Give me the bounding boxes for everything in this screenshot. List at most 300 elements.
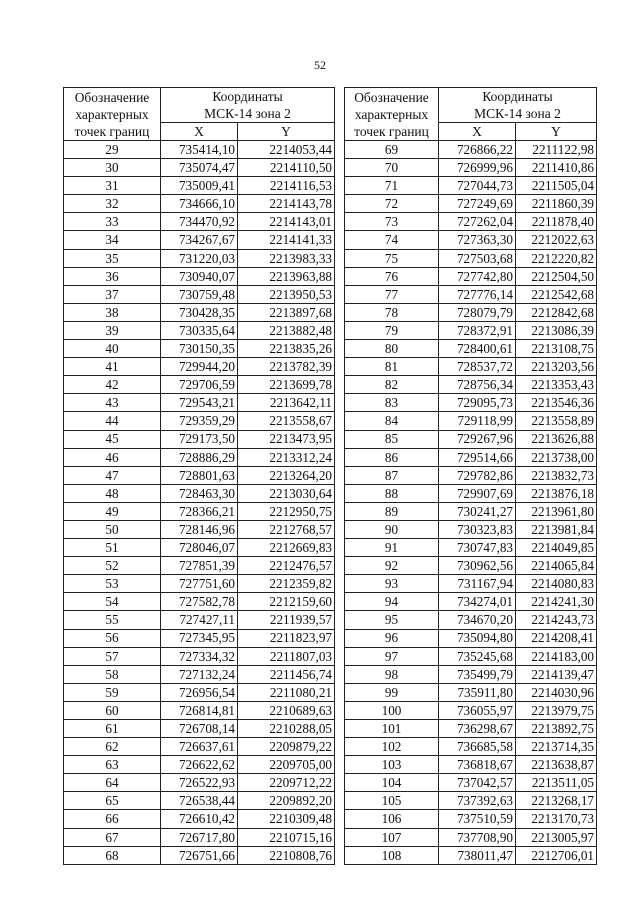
- point-number-cell: 107: [345, 828, 439, 846]
- y-coordinate-cell: 2211860,39: [516, 195, 597, 213]
- point-number-cell: 45: [64, 430, 161, 448]
- table-row: [345, 846, 597, 864]
- table-row: [64, 321, 335, 339]
- coordinates-header-line2: МСК-14 зона 2: [474, 106, 561, 121]
- table-row: [64, 466, 335, 484]
- table-row: [64, 665, 335, 683]
- x-coordinate-cell: 735499,79: [439, 665, 516, 683]
- point-number-cell: 39: [64, 321, 161, 339]
- coordinates-header-line1: Координаты: [212, 89, 283, 104]
- table-row: [345, 701, 597, 719]
- table-row: [64, 774, 335, 792]
- y-coordinate-cell: 2212504,50: [516, 267, 597, 285]
- y-coordinate-cell: 2214110,50: [238, 159, 335, 177]
- y-coordinate-cell: 2211807,03: [238, 647, 335, 665]
- y-coordinate-cell: 2214143,01: [238, 213, 335, 231]
- point-number-cell: 70: [345, 159, 439, 177]
- x-coordinate-cell: 727249,69: [439, 195, 516, 213]
- table-row: [64, 539, 335, 557]
- y-coordinate-cell: 2213108,75: [516, 340, 597, 358]
- point-number-cell: 36: [64, 267, 161, 285]
- y-coordinate-cell: 2214143,78: [238, 195, 335, 213]
- x-coordinate-cell: 728372,91: [439, 321, 516, 339]
- table-row: [345, 466, 597, 484]
- x-coordinate-cell: 734670,20: [439, 611, 516, 629]
- x-coordinate-cell: 735009,41: [161, 177, 238, 195]
- y-coordinate-cell: 2214241,30: [516, 593, 597, 611]
- y-coordinate-cell: 2213005,97: [516, 828, 597, 846]
- y-coordinate-cell: 2213897,68: [238, 303, 335, 321]
- table-row: [345, 159, 597, 177]
- x-coordinate-cell: 727262,04: [439, 213, 516, 231]
- x-coordinate-cell: 727851,39: [161, 557, 238, 575]
- x-coordinate-cell: 728366,21: [161, 502, 238, 520]
- y-coordinate-cell: 2212706,01: [516, 846, 597, 864]
- point-number-cell: 32: [64, 195, 161, 213]
- table-row: [64, 231, 335, 249]
- y-coordinate-cell: 2209892,20: [238, 792, 335, 810]
- point-number-cell: 34: [64, 231, 161, 249]
- x-coordinate-cell: 734267,67: [161, 231, 238, 249]
- x-coordinate-cell: 726708,14: [161, 720, 238, 738]
- x-coordinate-cell: 726956,54: [161, 683, 238, 701]
- x-coordinate-cell: 728146,96: [161, 520, 238, 538]
- point-number-cell: 79: [345, 321, 439, 339]
- y-coordinate-cell: 2214141,33: [238, 231, 335, 249]
- y-coordinate-cell: 2213558,89: [516, 412, 597, 430]
- point-number-cell: 94: [345, 593, 439, 611]
- x-coordinate-cell: 737510,59: [439, 810, 516, 828]
- point-number-cell: 95: [345, 611, 439, 629]
- table-row: [345, 213, 597, 231]
- x-coordinate-cell: 730335,64: [161, 321, 238, 339]
- point-number-cell: 48: [64, 484, 161, 502]
- table-row: [64, 484, 335, 502]
- x-coordinate-cell: 735911,80: [439, 683, 516, 701]
- y-coordinate-cell: 2213626,88: [516, 430, 597, 448]
- designation-header: [345, 88, 439, 141]
- point-number-cell: 71: [345, 177, 439, 195]
- x-coordinate-cell: 734666,10: [161, 195, 238, 213]
- table-row: [64, 593, 335, 611]
- y-coordinate-cell: 2212768,57: [238, 520, 335, 538]
- x-coordinate-cell: 730940,07: [161, 267, 238, 285]
- y-coordinate-cell: 2214183,00: [516, 647, 597, 665]
- y-coordinate-cell: 2213981,84: [516, 520, 597, 538]
- table-row: [345, 376, 597, 394]
- x-coordinate-cell: 727334,32: [161, 647, 238, 665]
- table-row: [64, 701, 335, 719]
- x-coordinate-cell: 736055,97: [439, 701, 516, 719]
- point-number-cell: 99: [345, 683, 439, 701]
- y-coordinate-cell: 2213170,73: [516, 810, 597, 828]
- y-coordinate-cell: 2212542,68: [516, 285, 597, 303]
- x-coordinate-cell: 730428,35: [161, 303, 238, 321]
- point-number-cell: 72: [345, 195, 439, 213]
- y-coordinate-cell: 2211823,97: [238, 629, 335, 647]
- y-coordinate-cell: 2213511,05: [516, 774, 597, 792]
- point-number-cell: 97: [345, 647, 439, 665]
- table-row: [345, 502, 597, 520]
- x-coordinate-cell: 734274,01: [439, 593, 516, 611]
- coordinates-header: [439, 88, 597, 123]
- x-coordinate-cell: 731167,94: [439, 575, 516, 593]
- table-row: [64, 846, 335, 864]
- point-number-cell: 63: [64, 756, 161, 774]
- point-number-cell: 88: [345, 484, 439, 502]
- y-coordinate-cell: 2211080,21: [238, 683, 335, 701]
- x-coordinate-cell: 736685,58: [439, 738, 516, 756]
- table-row: [64, 195, 335, 213]
- y-coordinate-cell: 2212159,60: [238, 593, 335, 611]
- x-coordinate-cell: 735245,68: [439, 647, 516, 665]
- table-row: [345, 448, 597, 466]
- y-coordinate-cell: 2214053,44: [238, 141, 335, 159]
- y-coordinate-cell: 2213030,64: [238, 484, 335, 502]
- x-coordinate-cell: 727582,78: [161, 593, 238, 611]
- y-coordinate-cell: 2213876,18: [516, 484, 597, 502]
- y-coordinate-cell: 2214049,85: [516, 539, 597, 557]
- coordinates-table-right: [344, 87, 597, 865]
- y-coordinate-cell: 2211456,74: [238, 665, 335, 683]
- point-number-cell: 60: [64, 701, 161, 719]
- point-number-cell: 37: [64, 285, 161, 303]
- point-number-cell: 46: [64, 448, 161, 466]
- x-coordinate-cell: 728537,72: [439, 358, 516, 376]
- y-coordinate-cell: 2210715,16: [238, 828, 335, 846]
- point-number-cell: 108: [345, 846, 439, 864]
- table-row: [345, 285, 597, 303]
- x-coordinate-cell: 726751,66: [161, 846, 238, 864]
- table-row: [64, 213, 335, 231]
- table-row: [345, 340, 597, 358]
- y-coordinate-cell: 2209705,00: [238, 756, 335, 774]
- point-number-cell: 69: [345, 141, 439, 159]
- point-number-cell: 78: [345, 303, 439, 321]
- x-coordinate-cell: 730747,83: [439, 539, 516, 557]
- table-row: [64, 430, 335, 448]
- coordinates-table-left: [63, 87, 335, 865]
- point-number-cell: 102: [345, 738, 439, 756]
- x-coordinate-cell: 727044,73: [439, 177, 516, 195]
- x-coordinate-cell: 729907,69: [439, 484, 516, 502]
- point-number-cell: 42: [64, 376, 161, 394]
- x-coordinate-cell: 735414,10: [161, 141, 238, 159]
- point-number-cell: 74: [345, 231, 439, 249]
- y-coordinate-cell: 2211122,98: [516, 141, 597, 159]
- y-coordinate-cell: 2213961,80: [516, 502, 597, 520]
- table-row: [64, 502, 335, 520]
- table-row: [64, 647, 335, 665]
- point-number-cell: 82: [345, 376, 439, 394]
- y-coordinate-cell: 2213979,75: [516, 701, 597, 719]
- x-coordinate-cell: 726866,22: [439, 141, 516, 159]
- x-coordinate-cell: 727776,14: [439, 285, 516, 303]
- point-number-cell: 76: [345, 267, 439, 285]
- y-coordinate-cell: 2211410,86: [516, 159, 597, 177]
- point-number-cell: 47: [64, 466, 161, 484]
- y-coordinate-cell: 2213546,36: [516, 394, 597, 412]
- table-row: [345, 683, 597, 701]
- table-row: [64, 159, 335, 177]
- table-row: [64, 141, 335, 159]
- x-coordinate-cell: 734470,92: [161, 213, 238, 231]
- x-coordinate-cell: 730323,83: [439, 520, 516, 538]
- y-coordinate-cell: 2214080,83: [516, 575, 597, 593]
- x-coordinate-cell: 727427,11: [161, 611, 238, 629]
- x-coordinate-cell: 737392,63: [439, 792, 516, 810]
- point-number-cell: 80: [345, 340, 439, 358]
- table-row: [345, 647, 597, 665]
- point-number-cell: 53: [64, 575, 161, 593]
- y-coordinate-cell: 2213832,73: [516, 466, 597, 484]
- y-coordinate-cell: 2214065,84: [516, 557, 597, 575]
- point-number-cell: 33: [64, 213, 161, 231]
- y-coordinate-cell: 2214243,73: [516, 611, 597, 629]
- x-coordinate-cell: 738011,47: [439, 846, 516, 864]
- x-coordinate-cell: 737708,90: [439, 828, 516, 846]
- table-row: [345, 177, 597, 195]
- x-coordinate-cell: 730759,48: [161, 285, 238, 303]
- table-row: [345, 430, 597, 448]
- table-row: [345, 539, 597, 557]
- x-coordinate-cell: 731220,03: [161, 249, 238, 267]
- point-number-cell: 81: [345, 358, 439, 376]
- point-number-cell: 91: [345, 539, 439, 557]
- point-number-cell: 61: [64, 720, 161, 738]
- x-coordinate-cell: 728756,34: [439, 376, 516, 394]
- point-number-cell: 49: [64, 502, 161, 520]
- x-coordinate-cell: 729173,50: [161, 430, 238, 448]
- table-row: [345, 195, 597, 213]
- y-coordinate-cell: 2213983,33: [238, 249, 335, 267]
- x-coordinate-cell: 726717,80: [161, 828, 238, 846]
- y-coordinate-cell: 2213892,75: [516, 720, 597, 738]
- table-row: [345, 231, 597, 249]
- x-coordinate-cell: 728886,29: [161, 448, 238, 466]
- point-number-cell: 44: [64, 412, 161, 430]
- table-row: [64, 448, 335, 466]
- table-row: [64, 177, 335, 195]
- point-number-cell: 90: [345, 520, 439, 538]
- table-row: [345, 756, 597, 774]
- x-coordinate-cell: 726814,81: [161, 701, 238, 719]
- table-row: [345, 792, 597, 810]
- table-row: [64, 557, 335, 575]
- point-number-cell: 73: [345, 213, 439, 231]
- x-coordinate-cell: 727363,30: [439, 231, 516, 249]
- x-coordinate-cell: 729706,59: [161, 376, 238, 394]
- point-number-cell: 41: [64, 358, 161, 376]
- x-coordinate-cell: 729095,73: [439, 394, 516, 412]
- table-row: [345, 358, 597, 376]
- point-number-cell: 56: [64, 629, 161, 647]
- point-number-cell: 75: [345, 249, 439, 267]
- point-number-cell: 89: [345, 502, 439, 520]
- x-coordinate-cell: 729118,99: [439, 412, 516, 430]
- point-number-cell: 52: [64, 557, 161, 575]
- point-number-cell: 55: [64, 611, 161, 629]
- y-coordinate-cell: 2213699,78: [238, 376, 335, 394]
- point-number-cell: 103: [345, 756, 439, 774]
- table-row: [345, 249, 597, 267]
- table-row: [345, 810, 597, 828]
- x-coordinate-cell: 728046,07: [161, 539, 238, 557]
- table-row: [345, 520, 597, 538]
- table-row: [64, 303, 335, 321]
- x-coordinate-cell: 726538,44: [161, 792, 238, 810]
- x-coordinate-cell: 727503,68: [439, 249, 516, 267]
- y-coordinate-cell: 2214139,47: [516, 665, 597, 683]
- x-coordinate-cell: 730962,56: [439, 557, 516, 575]
- y-coordinate-cell: 2212842,68: [516, 303, 597, 321]
- y-coordinate-cell: 2213086,39: [516, 321, 597, 339]
- point-number-cell: 68: [64, 846, 161, 864]
- x-coordinate-cell: 728079,79: [439, 303, 516, 321]
- table-row: [64, 810, 335, 828]
- point-number-cell: 62: [64, 738, 161, 756]
- y-coordinate-cell: 2213312,24: [238, 448, 335, 466]
- point-number-cell: 57: [64, 647, 161, 665]
- y-coordinate-cell: 2213268,17: [516, 792, 597, 810]
- point-number-cell: 43: [64, 394, 161, 412]
- table-body-left: [64, 141, 335, 865]
- point-number-cell: 66: [64, 810, 161, 828]
- y-coordinate-cell: 2211939,57: [238, 611, 335, 629]
- x-coordinate-cell: 729782,86: [439, 466, 516, 484]
- y-coordinate-cell: 2213264,20: [238, 466, 335, 484]
- page-number: 52: [314, 58, 326, 72]
- table-row: [345, 267, 597, 285]
- y-coordinate-cell: 2213714,35: [516, 738, 597, 756]
- y-coordinate-cell: 2210288,05: [238, 720, 335, 738]
- table-row: [345, 412, 597, 430]
- table-row: [64, 629, 335, 647]
- table-row: [64, 611, 335, 629]
- y-coordinate-cell: 2210808,76: [238, 846, 335, 864]
- table-row: [345, 738, 597, 756]
- x-coordinate-cell: 730241,27: [439, 502, 516, 520]
- point-number-cell: 93: [345, 575, 439, 593]
- column-x-header: X: [161, 123, 238, 141]
- x-coordinate-cell: 726622,62: [161, 756, 238, 774]
- coordinates-header: [161, 88, 335, 123]
- table-row: [345, 593, 597, 611]
- x-coordinate-cell: 729359,29: [161, 412, 238, 430]
- x-coordinate-cell: 728463,30: [161, 484, 238, 502]
- table-row: [64, 828, 335, 846]
- point-number-cell: 58: [64, 665, 161, 683]
- y-coordinate-cell: 2213963,88: [238, 267, 335, 285]
- point-number-cell: 105: [345, 792, 439, 810]
- table-row: [64, 376, 335, 394]
- coordinates-header-line1: Координаты: [482, 89, 553, 104]
- table-row: [64, 340, 335, 358]
- point-number-cell: 104: [345, 774, 439, 792]
- column-y-header: Y: [516, 123, 597, 141]
- point-number-cell: 96: [345, 629, 439, 647]
- table-row: [345, 774, 597, 792]
- table-row: [345, 575, 597, 593]
- column-y-header: Y: [238, 123, 335, 141]
- x-coordinate-cell: 728400,61: [439, 340, 516, 358]
- coordinates-header-line2: МСК-14 зона 2: [204, 106, 291, 121]
- y-coordinate-cell: 2209879,22: [238, 738, 335, 756]
- point-number-cell: 59: [64, 683, 161, 701]
- point-number-cell: 30: [64, 159, 161, 177]
- point-number-cell: 31: [64, 177, 161, 195]
- designation-header-line1: Обозначение: [354, 89, 429, 105]
- table-row: [345, 484, 597, 502]
- y-coordinate-cell: 2212950,75: [238, 502, 335, 520]
- y-coordinate-cell: 2212476,57: [238, 557, 335, 575]
- designation-header-line1: Обозначение: [74, 89, 150, 105]
- y-coordinate-cell: 2210309,48: [238, 810, 335, 828]
- x-coordinate-cell: 726999,96: [439, 159, 516, 177]
- designation-header-line2: характерных: [75, 106, 149, 122]
- x-coordinate-cell: 737042,57: [439, 774, 516, 792]
- table-row: [64, 520, 335, 538]
- designation-header-line3: точек границ: [354, 123, 429, 139]
- point-number-cell: 29: [64, 141, 161, 159]
- table-row: [64, 358, 335, 376]
- y-coordinate-cell: 2213882,48: [238, 321, 335, 339]
- designation-header-line3: точек границ: [74, 123, 150, 139]
- x-coordinate-cell: 735074,47: [161, 159, 238, 177]
- x-coordinate-cell: 727751,60: [161, 575, 238, 593]
- point-number-cell: 65: [64, 792, 161, 810]
- table-row: [345, 720, 597, 738]
- table-row: [64, 267, 335, 285]
- table-body-right: [345, 141, 597, 865]
- y-coordinate-cell: 2214030,96: [516, 683, 597, 701]
- y-coordinate-cell: 2213950,53: [238, 285, 335, 303]
- table-row: [345, 321, 597, 339]
- table-row: [345, 828, 597, 846]
- x-coordinate-cell: 727345,95: [161, 629, 238, 647]
- table-row: [64, 285, 335, 303]
- y-coordinate-cell: 2213353,43: [516, 376, 597, 394]
- designation-header: [64, 88, 161, 141]
- table-row: [345, 629, 597, 647]
- x-coordinate-cell: 729944,20: [161, 358, 238, 376]
- x-coordinate-cell: 726637,61: [161, 738, 238, 756]
- table-row: [64, 756, 335, 774]
- y-coordinate-cell: 2214208,41: [516, 629, 597, 647]
- point-number-cell: 101: [345, 720, 439, 738]
- point-number-cell: 84: [345, 412, 439, 430]
- point-number-cell: 64: [64, 774, 161, 792]
- x-coordinate-cell: 736818,67: [439, 756, 516, 774]
- y-coordinate-cell: 2213835,26: [238, 340, 335, 358]
- point-number-cell: 92: [345, 557, 439, 575]
- y-coordinate-cell: 2214116,53: [238, 177, 335, 195]
- designation-header-line2: характерных: [354, 106, 429, 122]
- table-row: [64, 738, 335, 756]
- point-number-cell: 67: [64, 828, 161, 846]
- y-coordinate-cell: 2212022,63: [516, 231, 597, 249]
- table-row: [64, 394, 335, 412]
- y-coordinate-cell: 2211505,04: [516, 177, 597, 195]
- table-row: [64, 683, 335, 701]
- y-coordinate-cell: 2213782,39: [238, 358, 335, 376]
- x-coordinate-cell: 728801,63: [161, 466, 238, 484]
- point-number-cell: 87: [345, 466, 439, 484]
- point-number-cell: 86: [345, 448, 439, 466]
- point-number-cell: 100: [345, 701, 439, 719]
- y-coordinate-cell: 2209712,22: [238, 774, 335, 792]
- table-row: [345, 611, 597, 629]
